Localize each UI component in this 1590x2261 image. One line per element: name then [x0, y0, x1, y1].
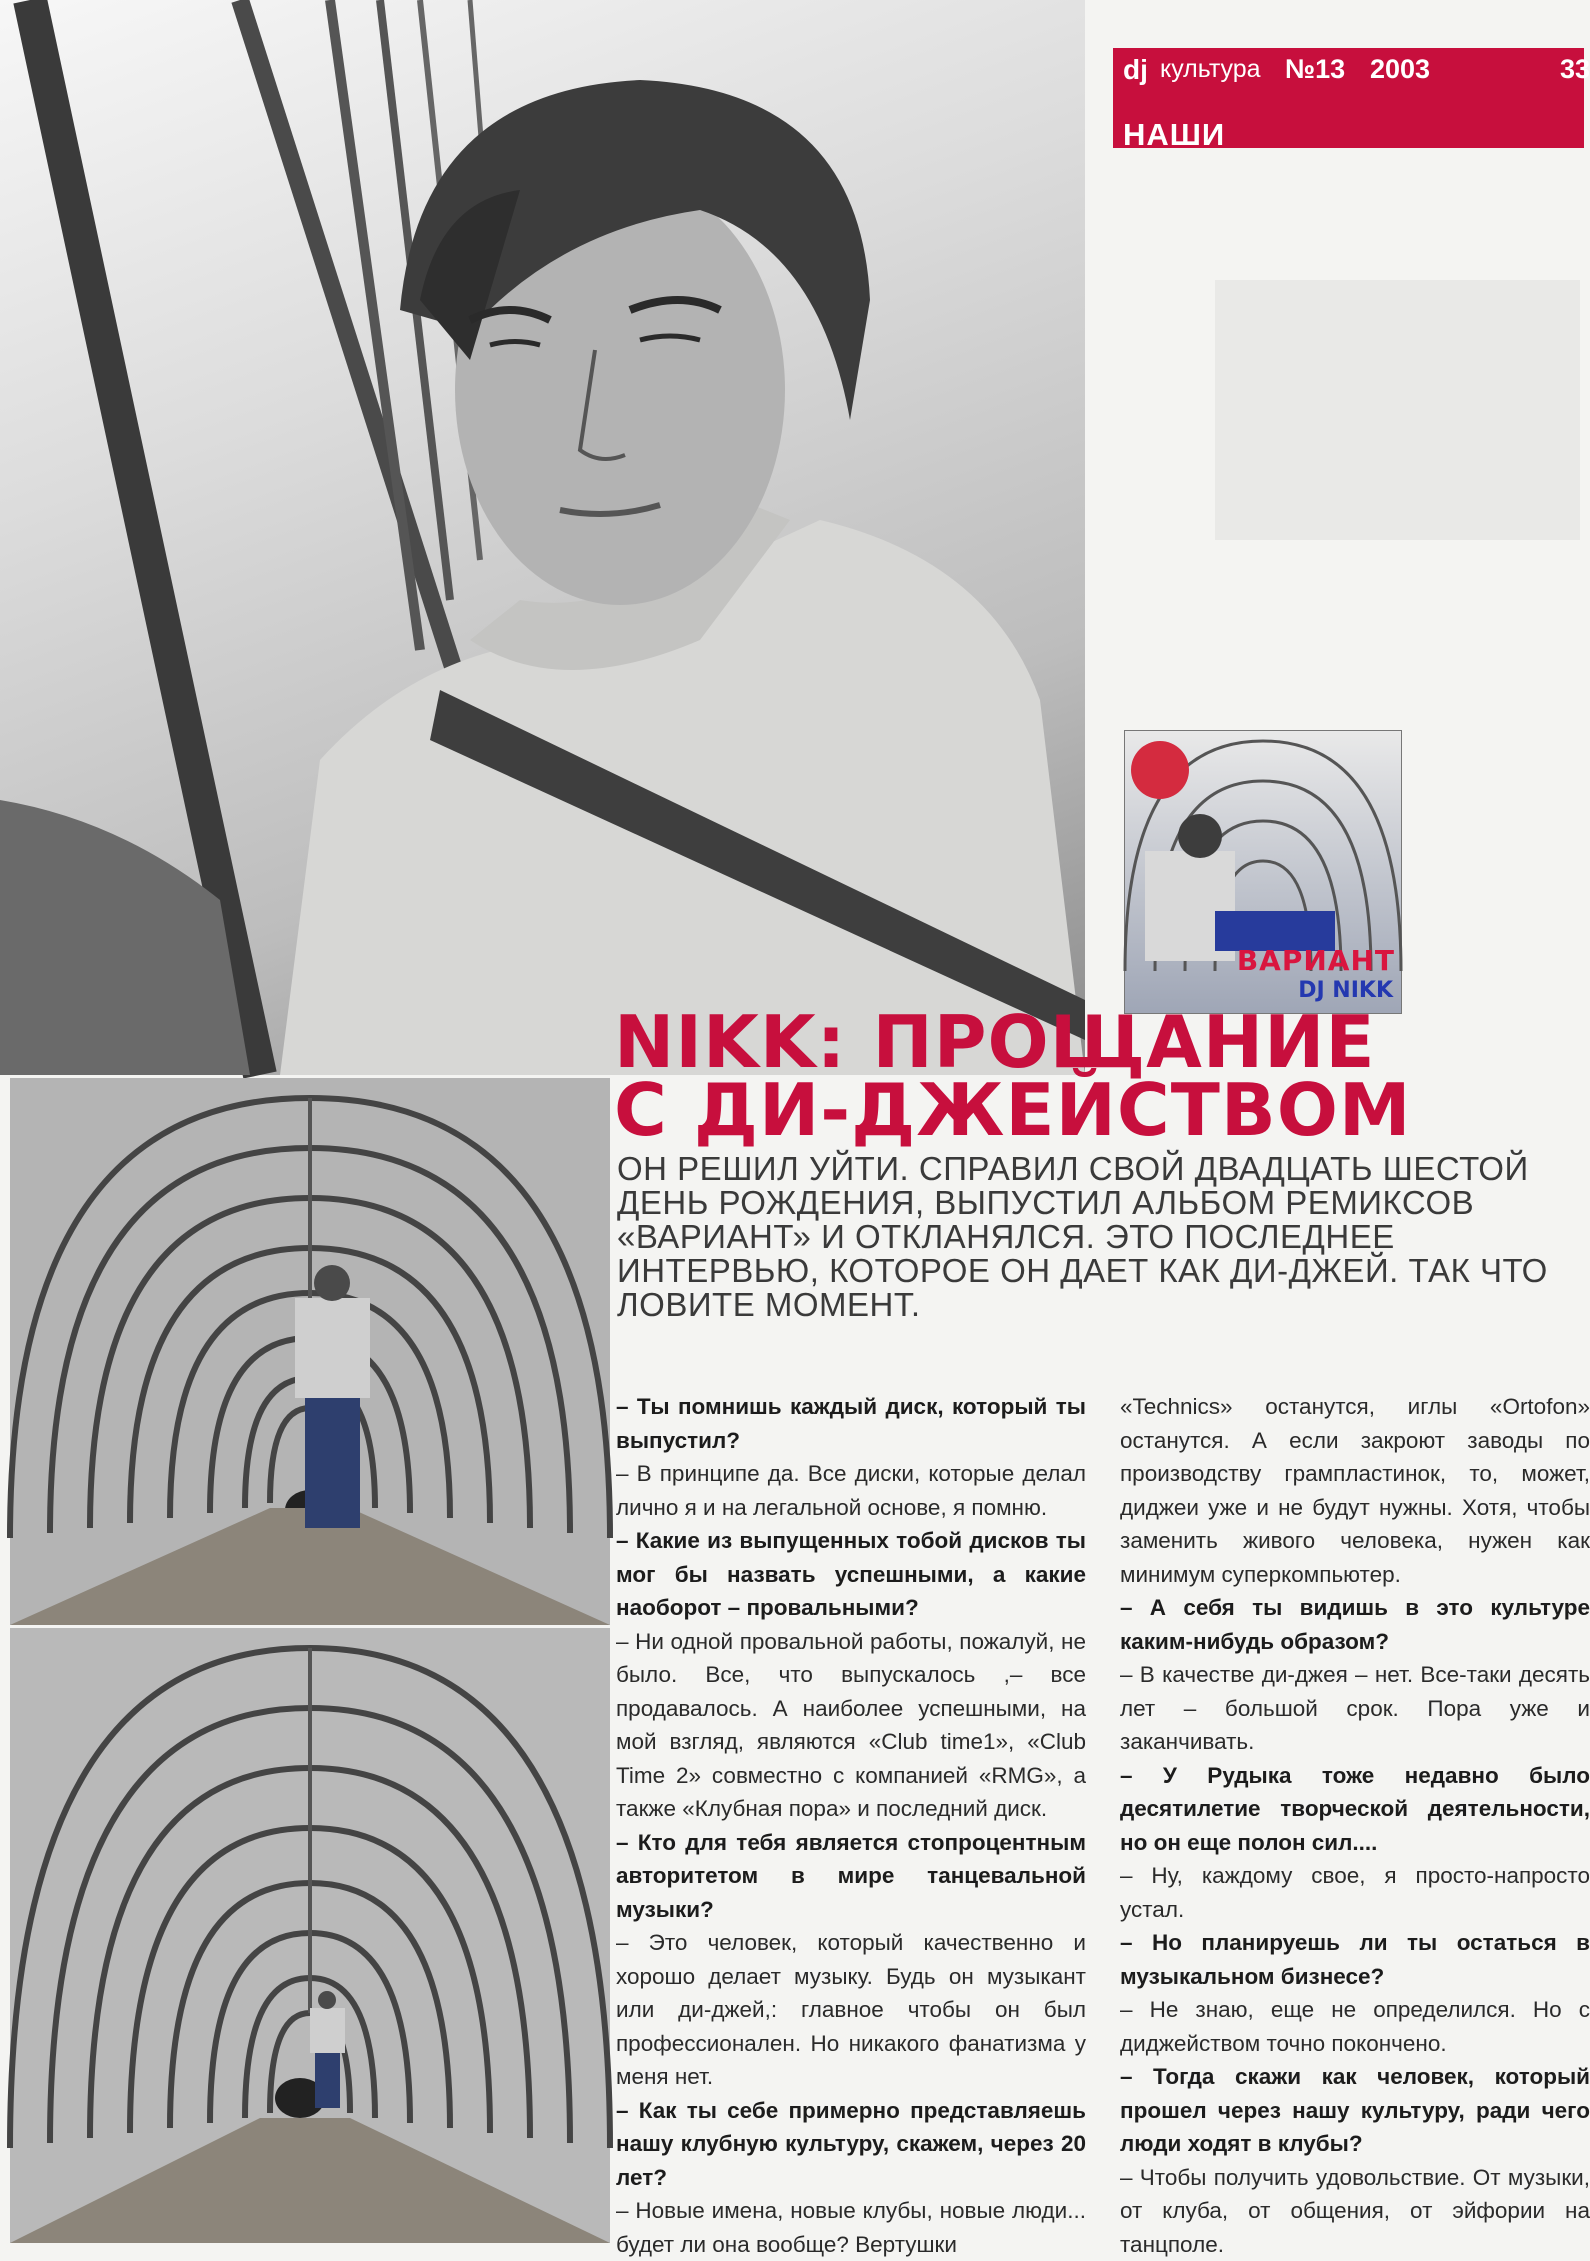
interview-question: – У Рудыка тоже недавно было десятилетие творческой деятельности, но он еще полон сил....	[1120, 1759, 1590, 1860]
album-cover	[1124, 730, 1402, 1014]
page-number: 33	[1560, 54, 1590, 85]
article-column-left	[616, 1390, 1086, 2261]
interview-answer: – Ни одной провальной работы, пожалуй, не было. Все, что выпускалось ,– все продавалось. А наиболее успешными, на мой взгляд, являются «Club time1», «Club Time 2» совместно с компанией «RMG», а также «Клубная пора» и последний диск.	[616, 1625, 1086, 1826]
interview-answer: – Новые имена, новые клубы, новые люди... будет ли она вообще? Вертушки	[616, 2194, 1086, 2261]
interview-question: – Кто для тебя является стопроцентным авторитетом в мире танцевальной музыки?	[616, 1826, 1086, 1927]
tunnel-photo-bottom	[10, 1628, 610, 2243]
tunnel-illustration-bottom	[10, 1628, 610, 2243]
article-column-right	[1120, 1390, 1590, 2261]
tunnel-illustration-top	[10, 1078, 610, 1625]
interview-question: – А себя ты видишь в это культуре каким-нибудь образом?	[1120, 1591, 1590, 1658]
article-title-line-2: С ДИ-ДЖЕЙСТВОМ	[614, 1068, 1412, 1152]
header-year: 2003	[1370, 54, 1430, 85]
interview-answer: «Technics» останутся, иглы «Ortofon» останутся. А если закроют заводы по производству грампластинок, то, может, диджеи уже и не будут нужны. Хотя, чтобы заменить живого человека, нужен как минимум суперкомпьютер.	[1120, 1390, 1590, 1591]
article-title	[614, 1008, 1584, 1144]
interview-question: – Ты помнишь каждый диск, который ты выпустил?	[616, 1390, 1086, 1457]
interview-question: – Но планируешь ли ты остаться в музыкальном бизнесе?	[1120, 1926, 1590, 1993]
interview-answer: – Это человек, который качественно и хорошо делает музыку. Будь он музыкант или ди-джей,: главное чтобы он был профессионален. Но никакого фанатизма у меня нет.	[616, 1926, 1086, 2094]
header-section: культура	[1160, 55, 1261, 84]
album-artist: DJ NIKK	[1298, 978, 1393, 1003]
interview-question: – Какие из выпущенных тобой дисков ты мог бы назвать успешными, а какие наоборот – провальными?	[616, 1524, 1086, 1625]
article-lead: ОН РЕШИЛ УЙТИ. СПРАВИЛ СВОЙ ДВАДЦАТЬ ШЕСТОЙ ДЕНЬ РОЖДЕНИЯ, ВЫПУСТИЛ АЛЬБОМ РЕМИКСОВ «ВАРИАНТ» И ОТКЛАНЯЛСЯ. ЭТО ПОСЛЕДНЕЕ ИНТЕРВЬЮ, КОТОРОЕ ОН ДАЕТ КАК ДИ-ДЖЕЙ. ТАК ЧТО ЛОВИТЕ МОМЕНТ.	[617, 1152, 1585, 1322]
article-title-line-1: NIKK: ПРОЩАНИЕ	[614, 1000, 1376, 1084]
album-title: ВАРИАНТ	[1237, 944, 1395, 977]
interview-answer: – В принципе да. Все диски, которые делал лично я и на легальной основе, я помню.	[616, 1457, 1086, 1524]
header-issue-number: №13	[1285, 54, 1345, 85]
interview-answer: – Чтобы получить удовольствие. От музыки, от клуба, от общения, от эйфории на танцполе.	[1120, 2161, 1590, 2261]
header-rubric: НАШИ	[1123, 117, 1225, 153]
bleed-through-area	[1215, 280, 1580, 540]
header-brand: dj	[1123, 54, 1148, 86]
interview-question: – Как ты себе примерно представляешь нашу клубную культуру, скажем, через 20 лет?	[616, 2094, 1086, 2195]
interview-question: – Тогда скажи как человек, который прошел через нашу культуру, ради чего люди ходят в клубы?	[1120, 2060, 1590, 2161]
interview-answer: – В качестве ди-джея – нет. Все-таки десять лет – большой срок. Пора уже и заканчивать.	[1120, 1658, 1590, 1759]
portrait-illustration	[0, 0, 1085, 1075]
album-sticker	[1131, 741, 1189, 799]
portrait-photo	[0, 0, 1085, 1075]
interview-answer: – Ну, каждому свое, я просто-напросто устал.	[1120, 1859, 1590, 1926]
interview-answer: – Не знаю, еще не определился. Но с диджейством точно покончено.	[1120, 1993, 1590, 2060]
tunnel-photo-top	[10, 1078, 610, 1625]
